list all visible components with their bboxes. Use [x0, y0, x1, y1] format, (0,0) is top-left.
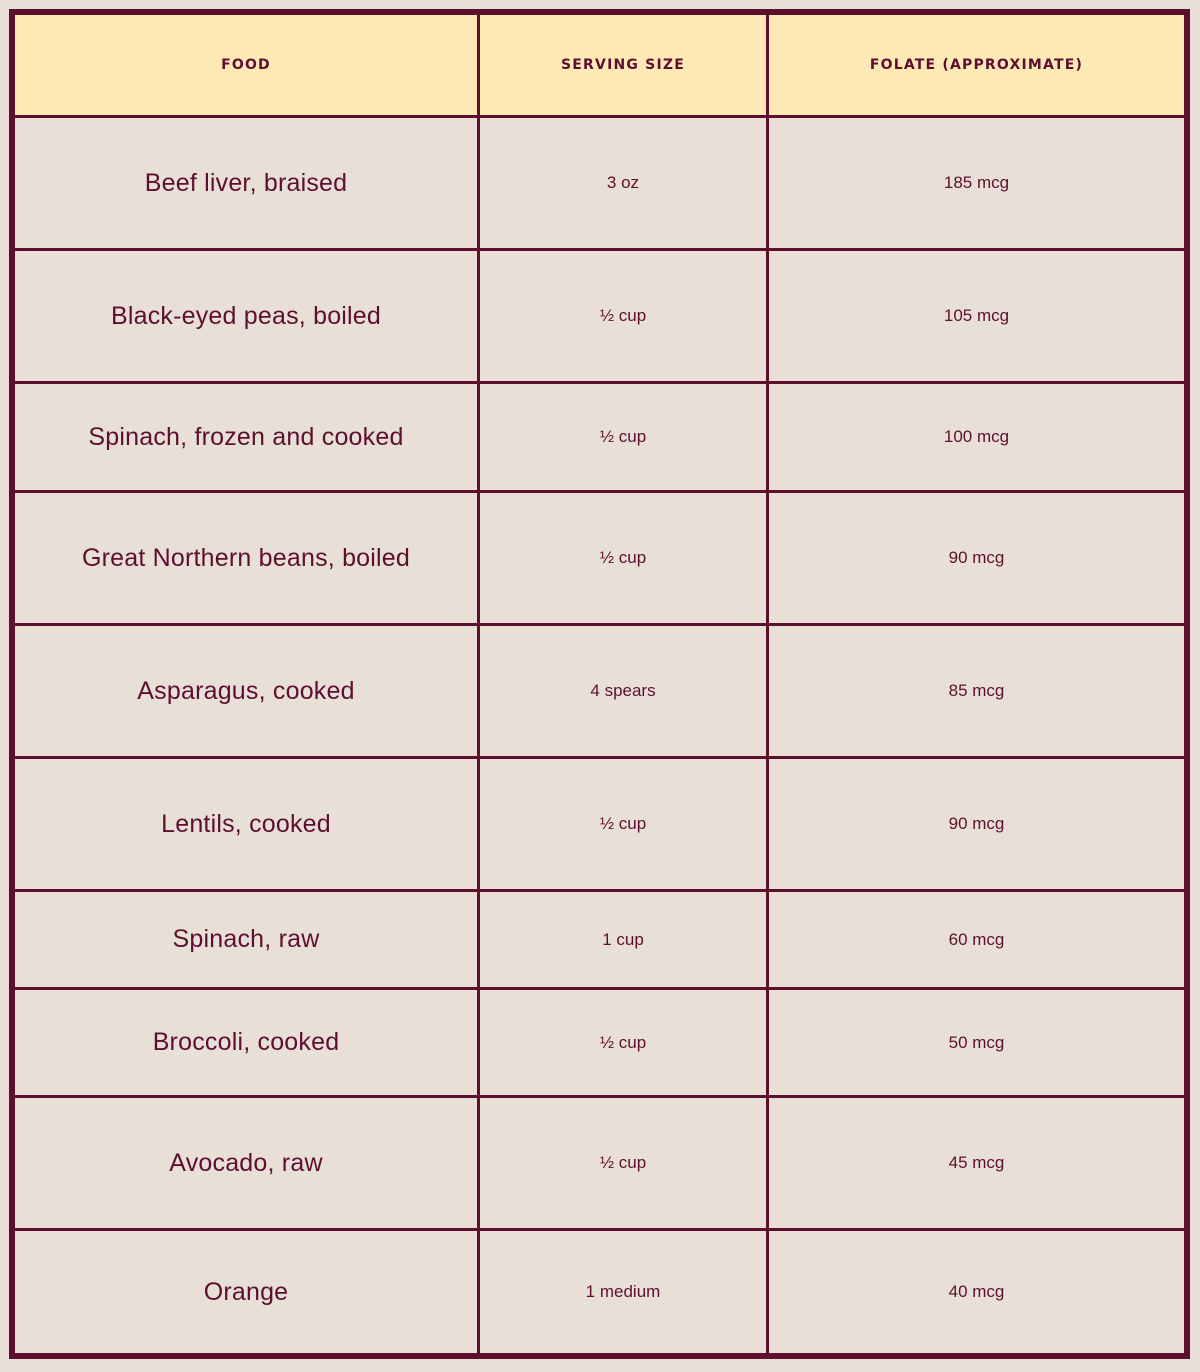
serving-size-cell: ½ cup [479, 1097, 768, 1230]
food-cell: Beef liver, braised [14, 117, 479, 250]
column-header-folate: FOLATE (APPROXIMATE) [768, 14, 1186, 117]
serving-size-cell: 3 oz [479, 117, 768, 250]
serving-size-cell: 1 cup [479, 891, 768, 989]
folate-cell: 185 mcg [768, 117, 1186, 250]
folate-cell: 85 mcg [768, 625, 1186, 758]
folate-cell: 45 mcg [768, 1097, 1186, 1230]
food-cell: Black-eyed peas, boiled [14, 250, 479, 383]
serving-size-cell: 4 spears [479, 625, 768, 758]
folate-foods-table [12, 12, 1187, 1356]
food-cell: Spinach, raw [14, 891, 479, 989]
food-cell: Asparagus, cooked [14, 625, 479, 758]
food-cell: Broccoli, cooked [14, 989, 479, 1097]
food-cell: Great Northern beans, boiled [14, 492, 479, 625]
table-body [14, 117, 1186, 1355]
folate-cell: 105 mcg [768, 250, 1186, 383]
serving-size-cell: ½ cup [479, 250, 768, 383]
folate-cell: 60 mcg [768, 891, 1186, 989]
table-row [14, 989, 1186, 1097]
food-cell: Avocado, raw [14, 1097, 479, 1230]
serving-size-cell: ½ cup [479, 492, 768, 625]
food-cell: Orange [14, 1230, 479, 1355]
table-row [14, 758, 1186, 891]
table-row [14, 492, 1186, 625]
table-row [14, 383, 1186, 492]
column-header-serving-size: SERVING SIZE [479, 14, 768, 117]
table-row [14, 250, 1186, 383]
table-row [14, 625, 1186, 758]
folate-cell: 90 mcg [768, 758, 1186, 891]
header-row [14, 14, 1186, 117]
serving-size-cell: ½ cup [479, 989, 768, 1097]
folate-cell: 40 mcg [768, 1230, 1186, 1355]
folate-table-container [9, 9, 1190, 1359]
serving-size-cell: ½ cup [479, 758, 768, 891]
table-row [14, 1230, 1186, 1355]
folate-cell: 90 mcg [768, 492, 1186, 625]
food-cell: Spinach, frozen and cooked [14, 383, 479, 492]
serving-size-cell: 1 medium [479, 1230, 768, 1355]
table-row [14, 117, 1186, 250]
table-row [14, 1097, 1186, 1230]
folate-cell: 100 mcg [768, 383, 1186, 492]
table-row [14, 891, 1186, 989]
column-header-food: FOOD [14, 14, 479, 117]
folate-cell: 50 mcg [768, 989, 1186, 1097]
serving-size-cell: ½ cup [479, 383, 768, 492]
food-cell: Lentils, cooked [14, 758, 479, 891]
table-header [14, 14, 1186, 117]
